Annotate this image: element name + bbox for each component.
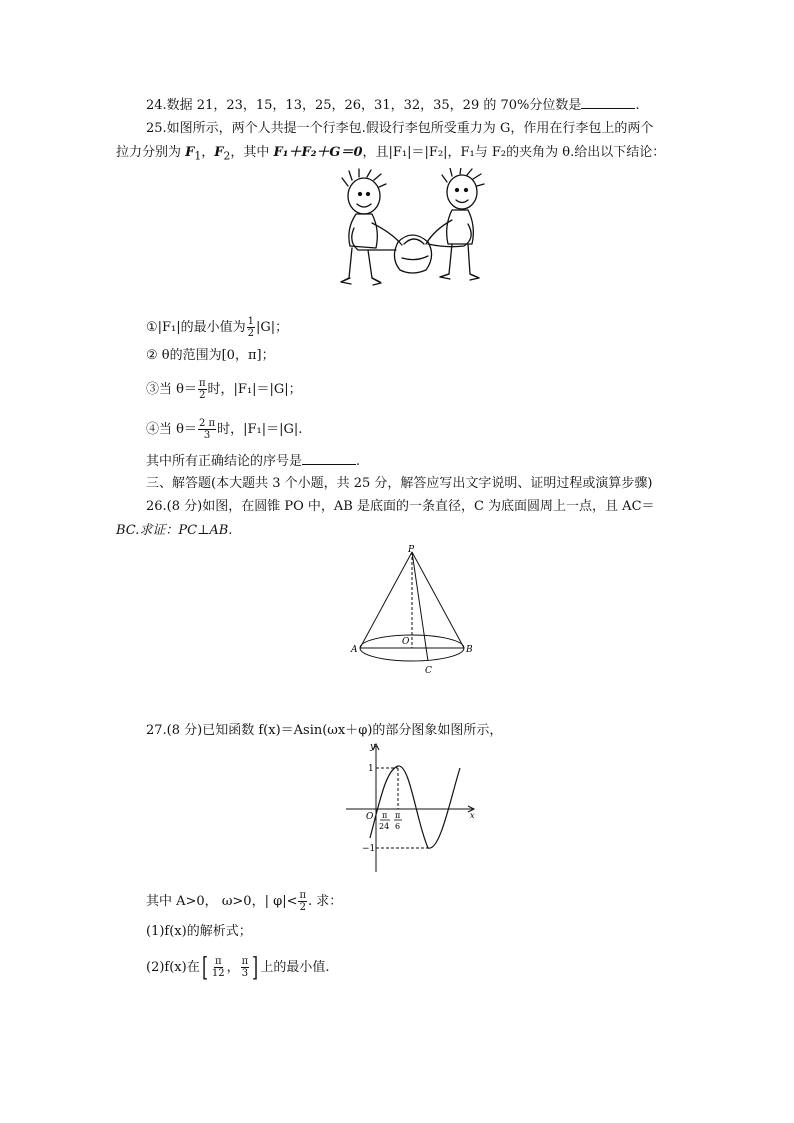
sine-graph	[340, 740, 480, 876]
option-4: ④当 θ＝ $\frac{2 \pi}{3}$ 时，|F₁|＝|G|.	[146, 418, 303, 441]
question-25-line1: 25.如图所示，两个人共提一个行李包.假设行李包所受重力为 G，作用在行李包上的两个	[146, 121, 654, 136]
question-24-text: 24.数据 21，23，15，13，25，26，31，32，35，29 的 70%分位数是	[146, 98, 582, 113]
question-27-conditions: 其中 A>0， ω>0，| φ|< $\frac{\pi}{2}$ . 求：	[146, 890, 343, 913]
tick-pi6-num: π	[395, 811, 401, 820]
question-24: 24.数据 21，23，15，13，25，26，31，32，35，29 的 70%分位数是 .	[146, 98, 640, 113]
option-2: ② θ的范围为[0，π]；	[146, 348, 275, 363]
question-27-line1: 27.(8 分)已知函数 f(x)＝Asin(ωx＋φ)的部分图象如图所示，	[146, 723, 503, 738]
question-26-line2: BC.求证：PC⊥AB.	[116, 523, 233, 538]
question-27-part2: (2)f(x)在[ $\frac{\pi}{12}$ ， $\frac{\pi}{3}$ ] 上的最小值.	[146, 952, 330, 983]
tick-neg-1: −1	[362, 844, 376, 854]
axis-x-label: x	[470, 811, 475, 820]
cone-diagram	[350, 542, 474, 678]
label-A: A	[351, 645, 358, 655]
label-P: P	[408, 545, 415, 555]
tick-pi6-den: 6	[395, 822, 401, 831]
axis-y-label: y	[370, 742, 376, 752]
section-3-heading: 三、解答题(本大题共 3 个小题，共 25 分，解答应写出文字说明、证明过程或演算步骤)	[146, 476, 653, 491]
question-25-line2: 拉力分别为 $F_1$，$F_2$，其中 F₁＋F₂＋G＝0，且|F₁|＝|F₂|，F₁与 F₂的夹角为 θ.给出以下结论：	[116, 145, 666, 163]
tick-24-label: 24	[379, 822, 390, 831]
answer-blank-24	[581, 96, 635, 109]
tick-pi-label: π	[382, 811, 388, 820]
question-27-part1: (1)f(x)的解析式；	[146, 924, 252, 939]
origin-label: O	[366, 812, 374, 822]
question-25-ask: 其中所有正确结论的序号是 .	[146, 454, 361, 469]
answer-blank-25	[302, 452, 356, 465]
label-B: B	[466, 645, 473, 655]
label-C: C	[425, 666, 432, 676]
two-boys-carrying-bag-illustration	[334, 168, 492, 296]
tick-1: 1	[368, 764, 374, 774]
label-O: O	[402, 637, 410, 647]
question-26-line1: 26.(8 分)如图，在圆锥 PO 中，AB 是底面的一条直径，C 为底面圆周上一点，且 AC＝	[146, 499, 655, 514]
option-1: ①|F₁|的最小值为 $\frac{1}{2}$ |G|；	[146, 316, 289, 339]
option-3: ③当 θ＝ $\frac{\pi}{2}$ 时，|F₁|＝|G|；	[146, 378, 302, 401]
